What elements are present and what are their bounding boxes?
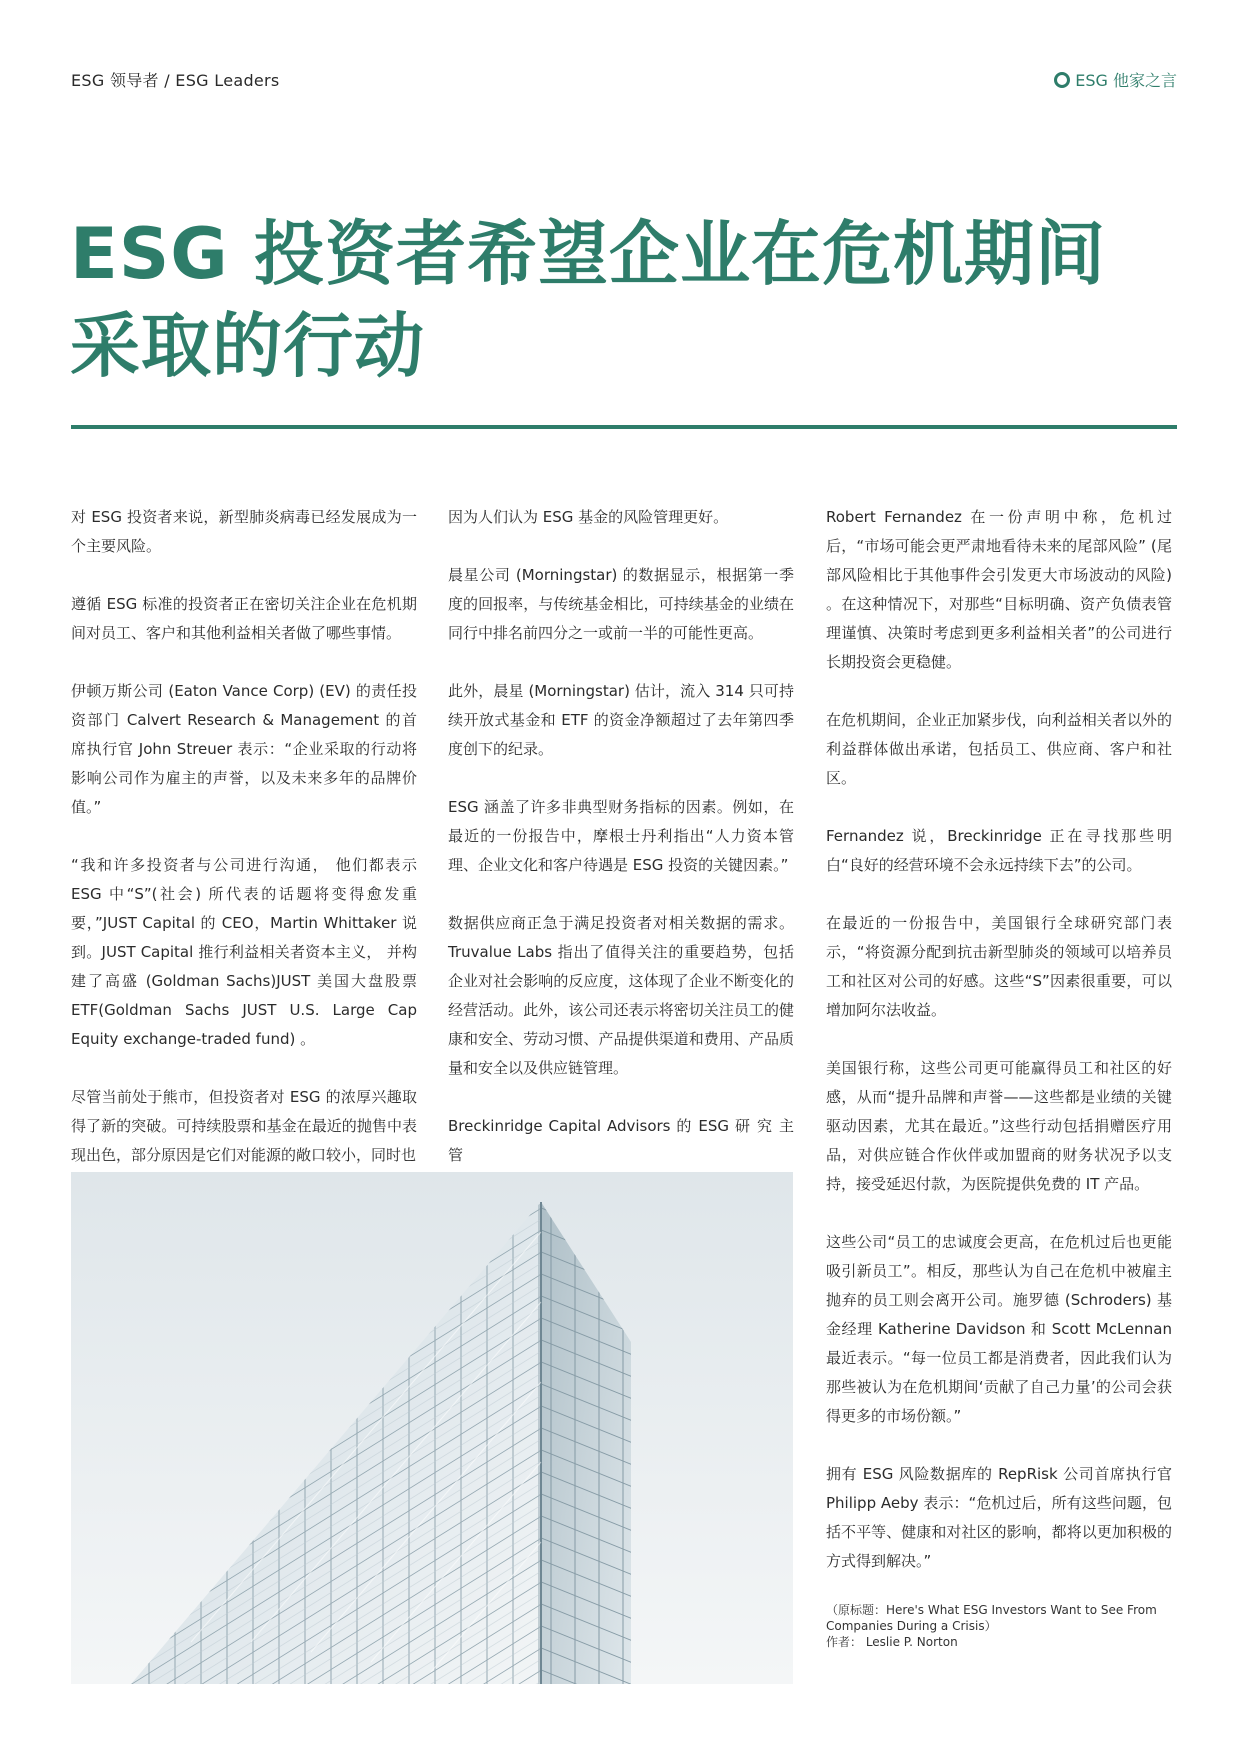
article-title (70, 208, 1180, 392)
glass-building-illustration (71, 1172, 793, 1684)
building-photo (71, 1172, 793, 1684)
section-label: ESG 领导者 / ESG Leaders (71, 71, 280, 90)
paragraph: 晨星公司 (Morningstar) 的数据显示，根据第一季度的回报率，与传统基金相比，可持续基金的业绩在同行中排名前四分之一或前一半的可能性更高。 (448, 566, 794, 642)
paragraph: 此外，晨星 (Morningstar) 估计，流入 314 只可持续开放式基金和 ETF 的资金净额超过了去年第四季度创下的纪录。 (448, 682, 794, 758)
paragraph: 在最近的一份报告中，美国银行全球研究部门表示，“将资源分配到抗击新型肺炎的领域可以培养员工和社区对公司的好感。这些“S”因素很重要，可以增加阿尔法收益。 (826, 914, 1172, 1019)
paragraph: Fernandez 说，Breckinridge 正在寻找那些明白“良好的经营环境不会永远持续下去”的公司。 (826, 827, 1172, 874)
text-column-2 (448, 503, 794, 1199)
paragraph: ESG 涵盖了许多非典型财务指标的因素。例如，在最近的一份报告中，摩根士丹利指出“人力资本管理、企业文化和客户待遇是 ESG 投资的关键因素。” (448, 798, 794, 874)
ring-icon (1054, 72, 1070, 88)
paragraph: Breckinridge Capital Advisors 的 ESG 研 究 主 管 (448, 1117, 794, 1164)
source-note (826, 1602, 1172, 1650)
title-divider (71, 425, 1177, 429)
paragraph: 伊顿万斯公司 (Eaton Vance Corp) (EV) 的责任投资部门 Calvert Research & Management 的首席执行官 John Streuer 表示：“企业采取的行动将影响公司作为雇主的声誉，以及未来多年的品牌价值。” (71, 682, 417, 816)
paragraph: 在危机期间，企业正加紧步伐，向利益相关者以外的利益群体做出承诺，包括员工、供应商、客户和社区。 (826, 711, 1172, 787)
text-column-1 (71, 503, 417, 1199)
paragraph: 数据供应商正急于满足投资者对相关数据的需求。Truvalue Labs 指出了值得关注的重要趋势，包括企业对社会影响的反应度，这体现了企业不断变化的经营活动。此外，该公司还表示将密切关注员工的健康和安全、劳动习惯、产品提供渠道和费用、产品质量和安全以及供应链管理。 (448, 914, 794, 1077)
text-column-3 (826, 503, 1172, 1650)
paragraph: 拥有 ESG 风险数据库的 RepRisk 公司首席执行官 Philipp Aeby 表示：“危机过后，所有这些问题，包括不平等、健康和对社区的影响，都将以更加积极的方式得到解决。” (826, 1465, 1172, 1570)
paragraph: 尽管当前处于熊市，但投资者对 ESG 的浓厚兴趣取得了新的突破。可持续股票和基金在最近的抛售中表现出色，部分原因是它们对能源的敞口较小，同时也 (71, 1088, 417, 1164)
paragraph: “我和许多投资者与公司进行沟通， 他们都表示 ESG 中“S”(社会) 所代表的话题将变得愈发重要，”JUST Capital 的 CEO，Martin Whittaker 说 到。JUST Capital 推行利益相关者资本主义， 并构建了高盛 (Goldman Sachs)JUST 美国大盘股票 ETF(Goldman Sachs JUST U.S. Large Cap Equity exchange-traded fund) 。 (71, 856, 417, 1048)
column-label (1054, 68, 1177, 91)
source-author: 作者： Leslie P. Norton (826, 1635, 958, 1649)
paragraph: Robert Fernandez 在一份声明中称，危机过后，“市场可能会更严肃地看待未来的尾部风险” (尾部风险相比于其他事件会引发更大市场波动的风险) 。在这种情况下，对那些“目标明确、资产负债表管理谨慎、决策时考虑到更多利益相关者”的公司进行长期投资会更稳健。 (826, 508, 1172, 671)
column-label-text: ESG 他家之言 (1075, 71, 1177, 90)
paragraph: 对 ESG 投资者来说，新型肺炎病毒已经发展成为一个主要风险。 (71, 508, 417, 555)
article-title-line1: ESG 投资者希望企业在危机期间 (70, 213, 1107, 295)
source-original-title: （原标题：Here's What ESG Investors Want to See From Companies During a Crisis） (826, 1603, 1157, 1633)
paragraph: 遵循 ESG 标准的投资者正在密切关注企业在危机期间对员工、客户和其他利益相关者做了哪些事情。 (71, 595, 417, 642)
paragraph: 这些公司“员工的忠诚度会更高，在危机过后也更能吸引新员工”。相反，那些认为自己在危机中被雇主抛弃的员工则会离开公司。施罗德 (Schroders) 基金经理 Katherine Davidson 和 Scott McLennan 最近表示。“每一位员工都是消费者，因此我们认为那些被认为在危机期间‘贡献了自己力量’的公司会获得更多的市场份额。” (826, 1233, 1172, 1425)
article-title-line2: 采取的行动 (70, 305, 425, 387)
paragraph: 因为人们认为 ESG 基金的风险管理更好。 (448, 508, 729, 526)
paragraph: 美国银行称，这些公司更可能赢得员工和社区的好感，从而“提升品牌和声誉——这些都是业绩的关键驱动因素，尤其在最近。”这些行动包括捐赠医疗用品，对供应链合作伙伴或加盟商的财务状况予以支持，接受延迟付款，为医院提供免费的 IT 产品。 (826, 1059, 1172, 1193)
